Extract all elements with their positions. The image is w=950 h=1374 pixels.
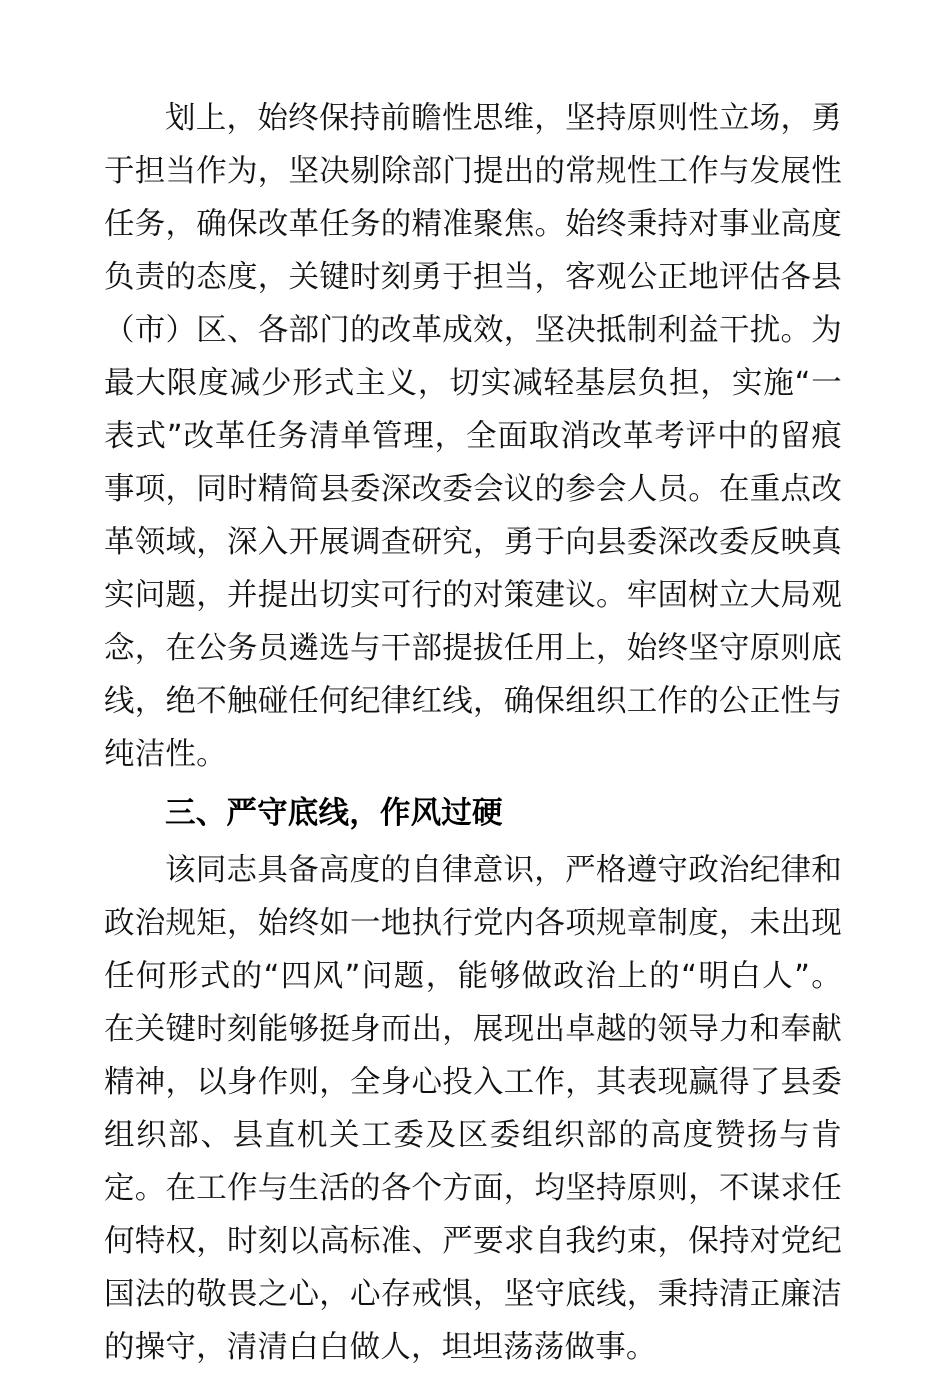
paragraph-section-three: 该同志具备高度的自律意识，严格遵守政治纪律和政治规矩，始终如一地执行党内各项规章制度，未出现任何形式的“四风”问题，能够做政治上的“明白人”。在关键时刻能够挺身而出，展现出卓越的领导力和奉献精神，以身作则，全身心投入工作，其表现赢得了县委组织部、县直机关工委及区委组织部的高度赞扬与肯定。在工作与生活的各个方面，均坚持原则，不谋求任何特权，时刻以高标准、严要求自我约束，保持对党纪国法的敬畏之心，心存戒惧，坚守底线，秉持清正廉洁的操守，清清白白做人，坦坦荡荡做事。 bbox=[104, 853, 842, 1365]
document-body bbox=[104, 92, 842, 1374]
section-heading-three: 三、严守底线，作风过硬 bbox=[165, 796, 503, 831]
paragraph-continuation: 划上，始终保持前瞻性思维，坚持原则性立场，勇于担当作为，坚决剔除部门提出的常规性工作与发展性任务，确保改革任务的精准聚焦。始终秉持对事业高度负责的态度，关键时刻勇于担当，客观公正地评估各县（市）区、各部门的改革成效，坚决抵制利益干扰。为最大限度减少形式主义，切实减轻基层负担，实施“一表式”改革任务清单管理，全面取消改革考评中的留痕事项，同时精简县委深改委会议的参会人员。在重点改革领域，深入开展调查研究，勇于向县委深改委反映真实问题，并提出切实可行的对策建议。牢固树立大局观念，在公务员遴选与干部提拔任用上，始终坚守原则底线，绝不触碰任何纪律红线，确保组织工作的公正性与纯洁性。 bbox=[104, 101, 842, 772]
